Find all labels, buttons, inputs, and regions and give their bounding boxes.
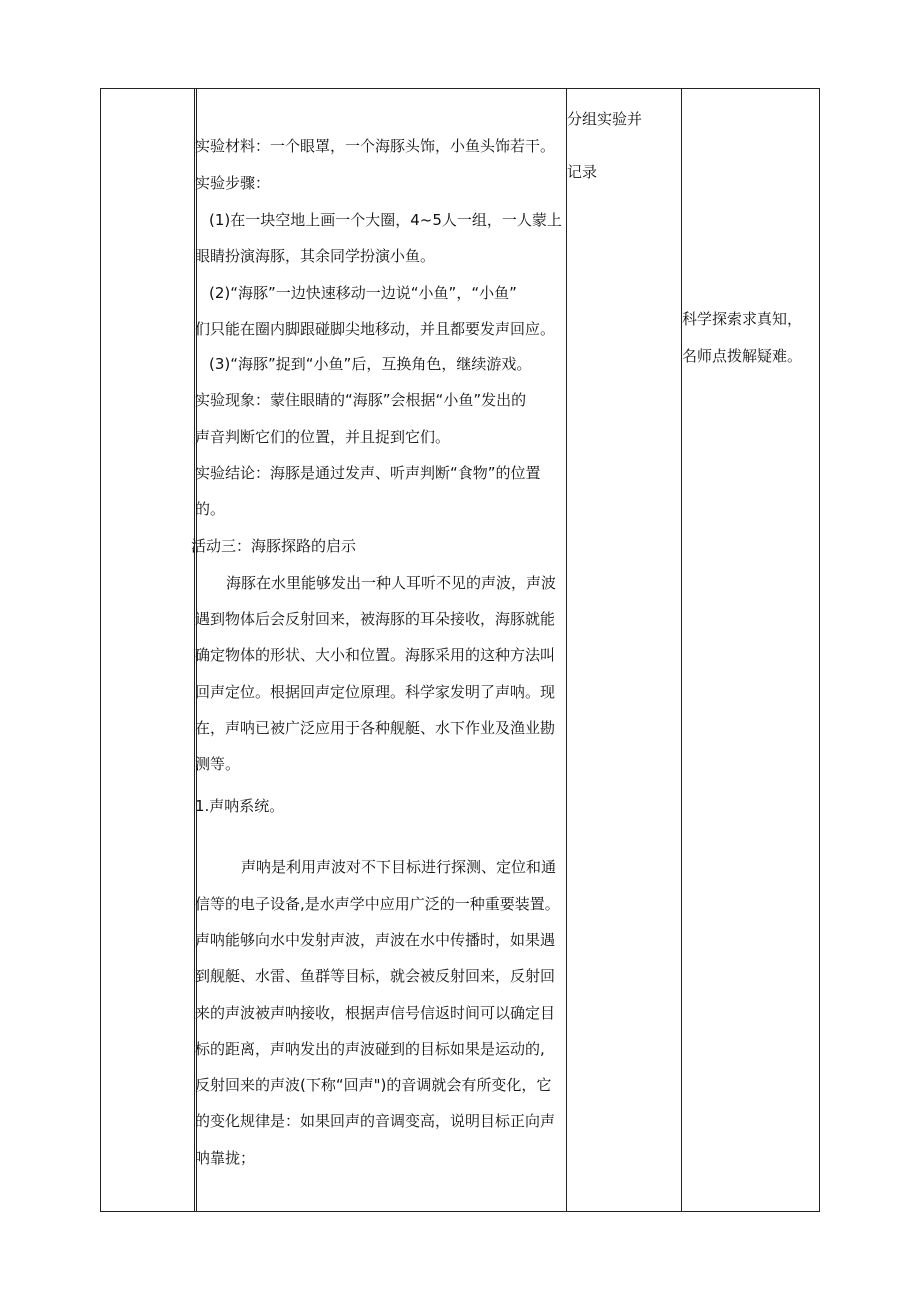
lesson-table [100, 88, 820, 1212]
column-divider [566, 89, 567, 1211]
step1-line1: (1)在一块空地上画一个大圈，4~5人一组，一人蒙上 [209, 211, 562, 229]
phenomenon-line2: 声音判断它们的位置，并且捉到它们。 [195, 428, 451, 446]
step3-line: (3)“海豚”捉到“小鱼”后，互换角色，继续游戏。 [209, 355, 532, 373]
p2-line4: 到舰艇、水雷、鱼群等目标，就会被反射回来，反射回 [195, 967, 556, 985]
materials-line: 实验材料：一个眼罩，一个海豚头饰，小鱼头饰若干。 [195, 137, 556, 155]
conclusion-line2: 的。 [195, 500, 226, 518]
column-divider [681, 89, 682, 1211]
p2-line6: 标的距离，声呐发出的声波碰到的目标如果是运动的, [195, 1040, 545, 1058]
p2-line9: 呐靠拢； [195, 1149, 256, 1167]
p2-line5: 来的声波被声呐接收，根据声信号信返时间可以确定目 [195, 1004, 556, 1022]
p1-line1: 海豚在水里能够发出一种人耳听不见的声波，声波 [226, 574, 557, 592]
activity3-title: 活动三：海豚探路的启示 [191, 537, 357, 555]
p2-line8: 的变化规律是：如果回声的音调变高，说明目标正向声 [195, 1112, 556, 1130]
p1-line3: 确定物体的形状、大小和位置。海豚采用的这种方法叫 [195, 646, 556, 664]
student-activity-line2: 记录 [567, 163, 598, 181]
student-activity-line1: 分组实验并 [567, 110, 643, 128]
p1-line5: 在，声呐已被广泛应用于各种舰艇、水下作业及渔业勘 [195, 719, 556, 737]
steps-title: 实验步骤： [195, 174, 271, 192]
p2-line2: 信等的电子设备,是水声学中应用广泛的一种重要装置。 [195, 895, 560, 913]
design-intent-line2: 名师点拨解疑难。 [682, 347, 803, 365]
p2-line7: 反射回来的声波(下称“回声")的音调就会有所变化，它 [195, 1076, 552, 1094]
conclusion-line1: 实验结论：海豚是通过发声、听声判断“食物”的位置 [195, 464, 541, 482]
p2-line1: 声呐是利用声波对不下目标进行探测、定位和通 [241, 858, 557, 876]
p2-line3: 声呐能够向水中发射声波，声波在水中传播时，如果遇 [195, 931, 556, 949]
sonar-title: 1.声呐系统。 [195, 797, 285, 815]
phenomenon-line1: 实验现象：蒙住眼睛的“海豚”会根据“小鱼”发出的 [195, 391, 527, 409]
p1-line6: 测等。 [195, 755, 241, 773]
step2-line2: 们只能在圈内脚跟碰脚尖地移动，并且都要发声回应。 [195, 320, 556, 338]
design-intent-line1: 科学探索求真知， [682, 310, 803, 328]
step2-line1: (2)“海豚”一边快速移动一边说“小鱼”，“小鱼” [209, 284, 517, 302]
step1-line2: 眼睛扮演海豚，其余同学扮演小鱼。 [195, 247, 436, 265]
p1-line2: 遇到物体后会反射回来，被海豚的耳朵接收，海豚就能 [195, 610, 556, 628]
p1-line4: 回声定位。根据回声定位原理。科学家发明了声呐。现 [195, 683, 556, 701]
